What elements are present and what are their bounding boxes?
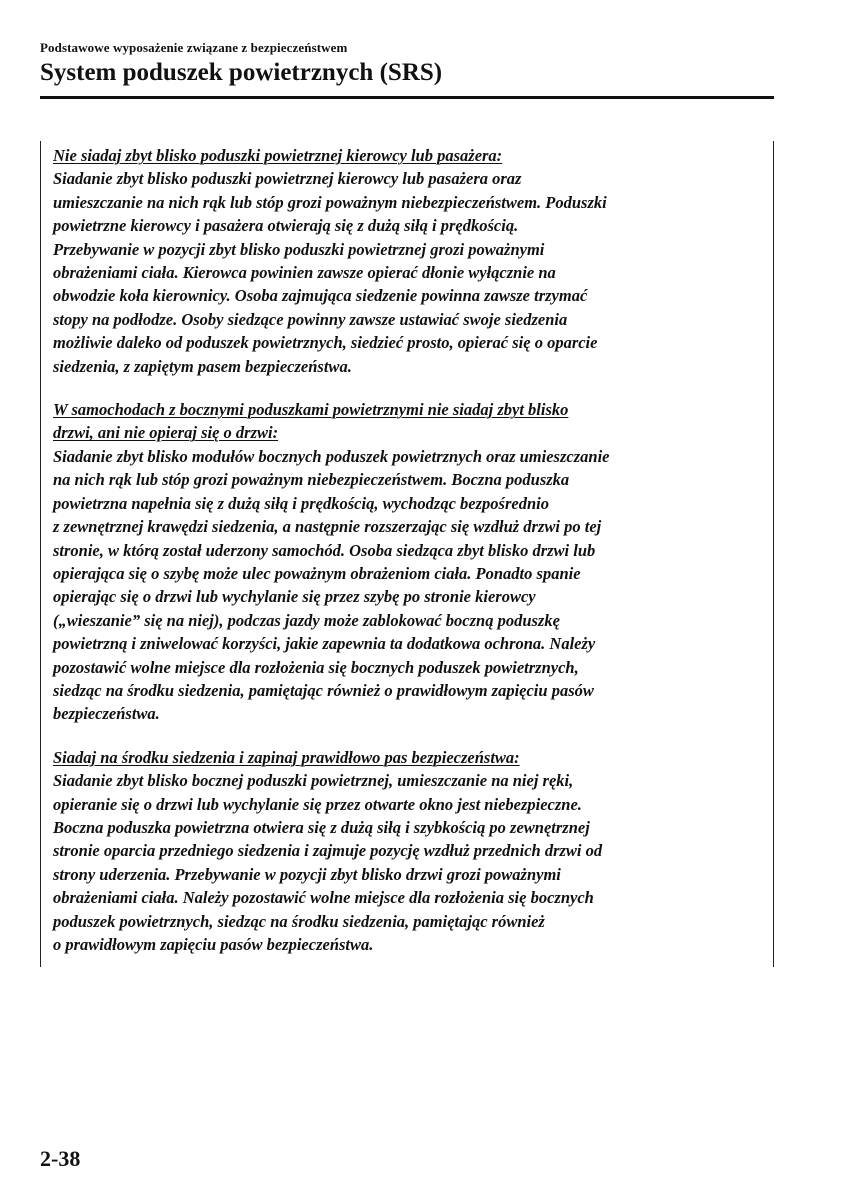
warnings-list [53,144,765,976]
section-label: Podstawowe wyposażenie związane z bezpieczeństwem [40,40,348,55]
warning-heading-line: Nie siadaj zbyt blisko poduszki powietrznej kierowcy lub pasażera: [53,146,503,165]
warning-heading [53,398,765,445]
warning-body-line: Siadanie zbyt blisko modułów bocznych poduszek powietrznych oraz umieszczanie [53,446,610,466]
warning-body-line: obwodzie koła kierownicy. Osoba zajmująca siedzenie powinna zawsze trzymać [53,286,588,306]
warning-body-line: opierając się o drzwi lub wychylanie się przez szybę po stronie kierowcy [53,587,536,607]
warning-body-line: stopy na podłodze. Osoby siedzące powinny zawsze ustawiać swoje siedzenia [53,309,568,329]
warning-heading-line: W samochodach z bocznymi poduszkami powietrznymi nie siadaj zbyt blisko [53,400,569,420]
warning-body-line: Przebywanie w pozycji zbyt blisko poduszki powietrznej grozi poważnymi [53,239,545,259]
warning-body-line: stronie oparcia przedniego siedzenia i zajmuje pozycję wzdłuż przednich drzwi od [53,841,603,861]
warning-heading-line: Siadaj na środku siedzenia i zapinaj prawidłowo pas bezpieczeństwa: [53,747,520,767]
warning-body-line: („wieszanie” się na niej), podczas jazdy może zablokować boczną poduszkę [53,610,560,630]
warning-body-line: opierająca się o szybę może ulec poważnym obrażeniom ciała. Ponadto spanie [53,563,581,583]
warning-body-line: o prawidłowym zapięciu pasów bezpieczeństwa. [53,935,374,954]
warning-body-line: siedzenia, z zapiętym pasem bezpieczeństwa. [53,356,352,376]
warning-heading [53,144,765,167]
warning-body-line: siedząc na środku siedzenia, pamiętając również o prawidłowym zapięciu pasów [53,680,594,700]
warning-body-line: powietrzne kierowcy i pasażera otwierają się z dużą siłą i prędkością. [53,216,519,236]
warning-body [53,769,765,956]
warning-item [53,398,765,726]
warning-item [53,746,765,957]
warning-body-line: obrażeniami ciała. Należy pozostawić wolne miejsce dla rozłożenia się bocznych [53,888,594,908]
warning-body [53,445,765,726]
warning-body-line: bezpieczeństwa. [53,704,160,724]
warning-body-line: z zewnętrznej krawędzi siedzenia, a następnie rozszerzając się wzdłuż drzwi po tej [53,517,602,537]
warning-body-line: obrażeniami ciała. Kierowca powinien zawsze opierać dłonie wyłącznie na [53,263,556,283]
warning-body-line: Siadanie zbyt blisko poduszki powietrznej kierowcy lub pasażera oraz [53,169,522,189]
warning-body-line: Siadanie zbyt blisko bocznej poduszki powietrznej, umieszczanie na niej ręki, [53,771,574,791]
warning-body-line: możliwie daleko od poduszek powietrznych, siedzieć prosto, opierać się o oparcie [53,333,598,353]
warning-body-line: powietrzna napełnia się z dużą siłą i prędkością, wychodząc bezpośrednio [53,493,549,513]
warning-body-line: strony uderzenia. Przebywanie w pozycji zbyt blisko drzwi grozi poważnymi [53,864,561,884]
warning-item [53,144,765,378]
title-divider [40,96,774,99]
warning-heading-line: drzwi, ani nie opieraj się o drzwi: [53,423,279,443]
warning-body-line: pozostawić wolne miejsce dla rozłożenia się bocznych poduszek powietrznych, [53,657,579,677]
warning-body-line: stronie, w którą został uderzony samochód. Osoba siedząca zbyt blisko drzwi lub [53,540,596,560]
warning-body-line: powietrzną i zniwelować korzyści, jakie zapewnia ta dodatkowa ochrona. Należy [53,634,596,654]
warning-body [53,167,765,378]
page-number: 2-38 [40,1146,81,1171]
warning-body-line: poduszek powietrznych, siedząc na środku siedzenia, pamiętając również [53,911,545,931]
page-title: System poduszek powietrznych (SRS) [40,59,443,86]
page-header [40,40,774,89]
warning-body-line: umieszczanie na nich rąk lub stóp grozi poważnym niebezpieczeństwem. Poduszki [53,192,607,212]
warning-body-line: na nich rąk lub stóp grozi poważnym niebezpieczeństwem. Boczna poduszka [53,470,570,490]
warning-body-line: opieranie się o drzwi lub wychylanie się przez otwarte okno jest niebezpieczne. [53,794,582,814]
warning-heading [53,746,765,769]
warning-body-line: Boczna poduszka powietrzna otwiera się z dużą siłą i szybkością po zewnętrznej [53,817,590,837]
